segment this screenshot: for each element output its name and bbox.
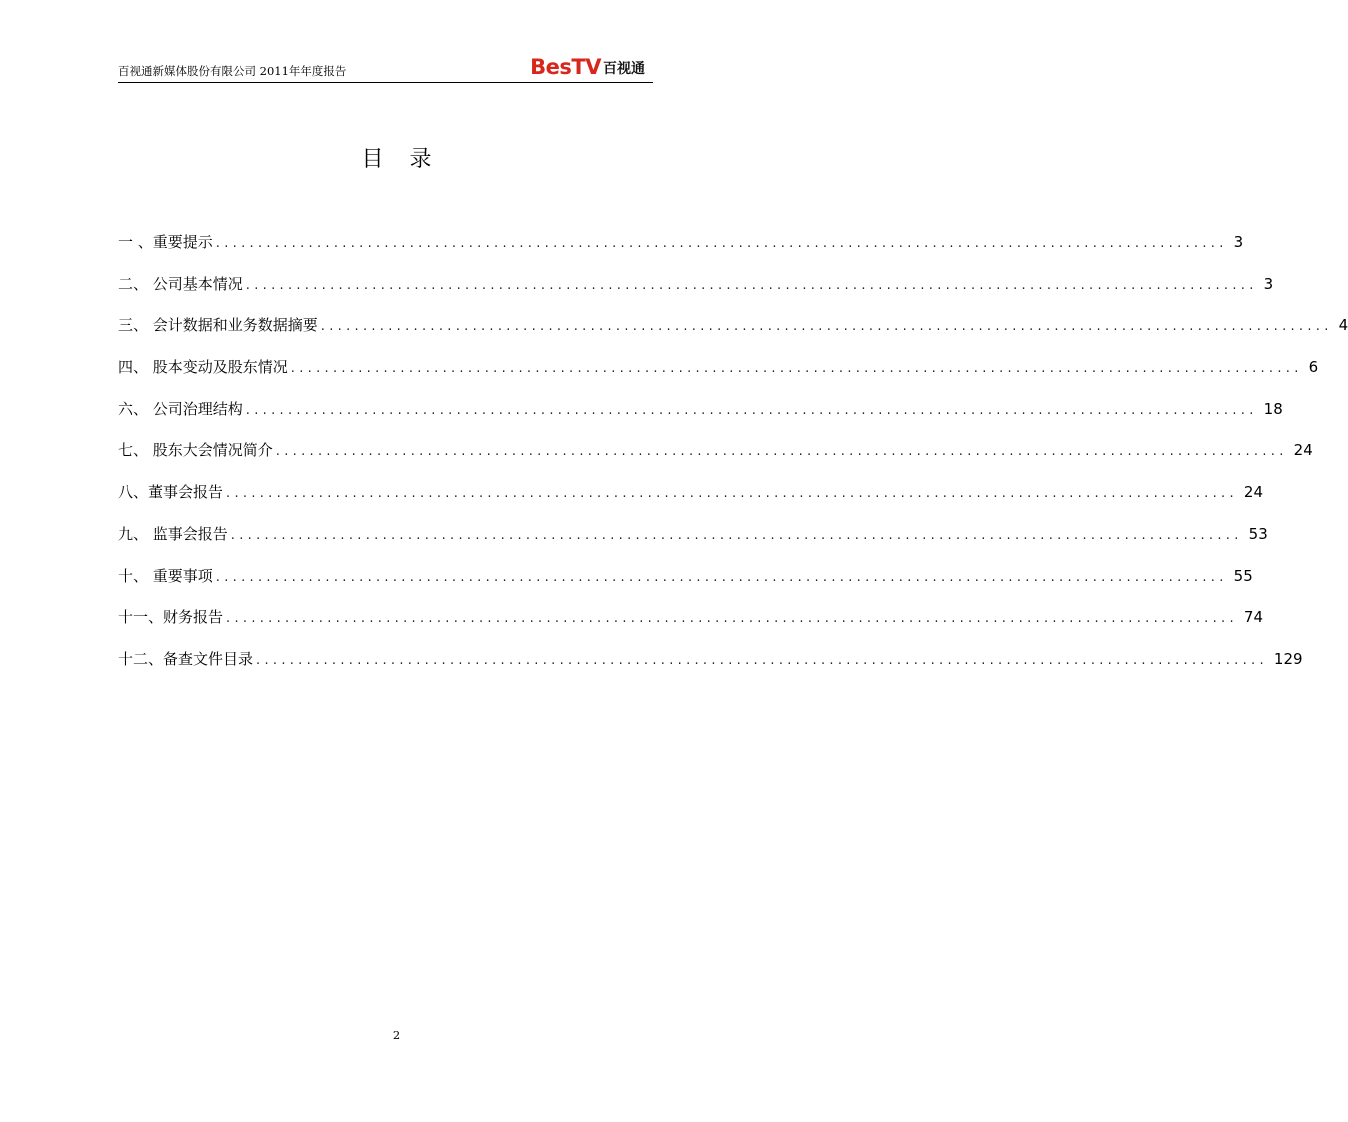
toc-entry[interactable] <box>118 479 1263 521</box>
toc-entry[interactable] <box>118 437 1313 479</box>
toc-entry-label: 六、 公司治理结构 <box>118 399 243 418</box>
toc-entry-label: 一 、重要提示 <box>118 233 213 251</box>
toc-title: 目录 <box>361 147 458 172</box>
toc-leader-dots: ........................................................................................................................ <box>245 402 1258 418</box>
toc-entry[interactable] <box>118 396 1283 438</box>
toc-leader-dots: ........................................................................................................................ <box>275 444 1288 460</box>
toc-leader-dots: ........................................................................................................................ <box>320 319 1333 335</box>
toc-entry[interactable] <box>118 229 1244 271</box>
toc-entry-page: 18 <box>1263 399 1283 418</box>
toc-leader-dots: ........................................................................................................................ <box>226 611 1238 627</box>
toc-entry-page: 55 <box>1233 566 1253 585</box>
logo-chinese-name: 百视通 <box>603 61 645 77</box>
toc-entry-page: 74 <box>1243 608 1263 627</box>
toc-entry-page: 24 <box>1243 483 1263 502</box>
toc-leader-dots: ........................................................................................................................ <box>245 277 1258 293</box>
toc-entry-label: 十二、备查文件目录 <box>118 649 254 668</box>
toc-entry-label: 九、 监事会报告 <box>118 524 228 543</box>
toc-entry-label: 十、 重要事项 <box>118 566 213 585</box>
toc-entry-page: 4 <box>1338 316 1348 335</box>
toc-entry[interactable] <box>118 563 1253 605</box>
toc-entry[interactable] <box>118 521 1268 563</box>
toc-entry-page: 24 <box>1293 441 1313 460</box>
toc-leader-dots: ........................................................................................................................ <box>215 569 1228 585</box>
toc-leader-dots: ........................................................................................................................ <box>215 236 1228 251</box>
page-number: 2 <box>392 1028 401 1042</box>
page-header <box>118 55 653 83</box>
toc-leader-dots: ........................................................................................................................ <box>256 652 1268 668</box>
toc-entry[interactable] <box>118 271 1274 313</box>
toc-entry-page: 129 <box>1273 649 1303 668</box>
header-title: 百视通新媒体股份有限公司 2011年年度报告 <box>118 64 347 78</box>
toc-leader-dots: ........................................................................................................................ <box>230 527 1243 543</box>
toc-entry-page: 3 <box>1263 274 1274 293</box>
toc-entry[interactable] <box>118 604 1263 646</box>
toc-entry-label: 七、 股东大会情况简介 <box>118 441 273 460</box>
toc-leader-dots: ........................................................................................................................ <box>226 486 1238 502</box>
toc-entry-label: 八、董事会报告 <box>118 483 224 502</box>
toc-entry-page: 53 <box>1248 524 1268 543</box>
toc-entry[interactable] <box>118 354 1319 396</box>
toc-entry-page: 3 <box>1233 233 1244 251</box>
toc-entry-label: 三、 会计数据和业务数据摘要 <box>118 316 318 335</box>
toc-entry-label: 四、 股本变动及股东情况 <box>118 358 288 377</box>
toc-entry-page: 6 <box>1308 358 1319 377</box>
toc-entry-label: 二、 公司基本情况 <box>118 274 243 293</box>
toc-entry[interactable] <box>118 312 1348 354</box>
toc-entry-label: 十一、财务报告 <box>118 608 224 627</box>
table-of-contents <box>118 229 1348 688</box>
bestv-logo <box>530 56 645 78</box>
toc-leader-dots: ........................................................................................................................ <box>290 361 1303 377</box>
logo-wordmark: BesTV <box>530 55 601 79</box>
toc-entry[interactable] <box>118 646 1303 688</box>
